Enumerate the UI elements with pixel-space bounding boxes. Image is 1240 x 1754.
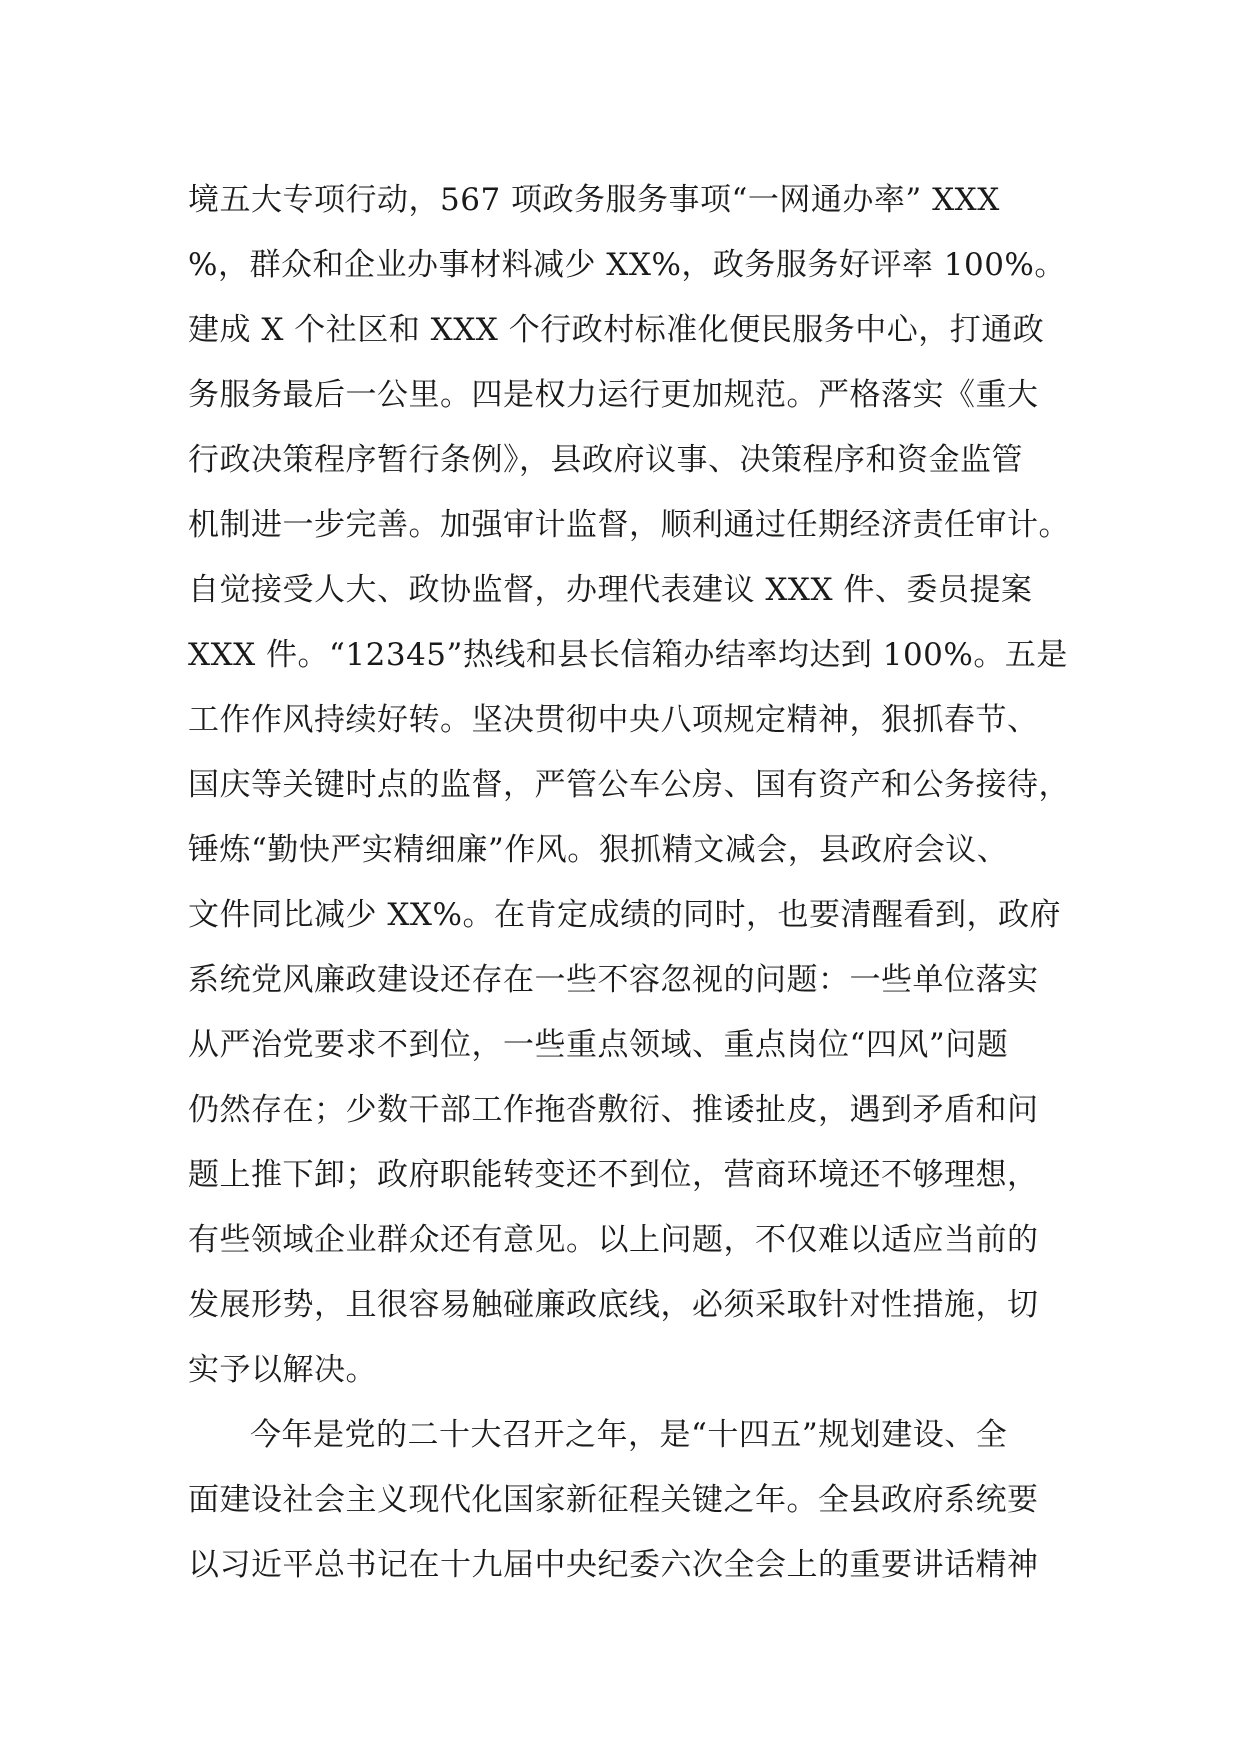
text-line: 自觉接受人大、政协监督，办理代表建议 XXX 件、委员提案 xyxy=(188,572,1033,608)
text-line: 文件同比减少 XX%。在肯定成绩的同时，也要清醒看到，政府 xyxy=(188,897,1061,933)
text-line: 行政决策程序暂行条例》，县政府议事、决策程序和资金监管 xyxy=(188,442,1023,478)
text-line: 发展形势，且很容易触碰廉政底线，必须采取针对性措施，切 xyxy=(188,1287,1039,1323)
paragraph-start-line: 今年是党的二十大召开之年，是“十四五”规划建设、全 xyxy=(250,1417,1008,1453)
text-line: 务服务最后一公里。四是权力运行更加规范。严格落实《重大 xyxy=(188,377,1039,413)
text-line: 国庆等关键时点的监督，严管公车公房、国有资产和公务接待， xyxy=(188,767,1070,803)
text-line: 有些领域企业群众还有意见。以上问题，不仅难以适应当前的 xyxy=(188,1222,1039,1258)
text-line: XXX 件。“12345”热线和县长信箱办结率均达到 100%。五是 xyxy=(188,637,1068,673)
text-line: 仍然存在；少数干部工作拖沓敷衍、推诿扯皮，遇到矛盾和问 xyxy=(188,1092,1039,1128)
text-line: 工作作风持续好转。坚决贯彻中央八项规定精神，狠抓春节、 xyxy=(188,702,1039,738)
text-line: %，群众和企业办事材料减少 XX%，政务服务好评率 100%。 xyxy=(188,247,1066,283)
text-line: 题上推下卸；政府职能转变还不到位，营商环境还不够理想， xyxy=(188,1157,1039,1193)
text-line: 以习近平总书记在十九届中央纪委六次全会上的重要讲话精神 xyxy=(188,1547,1039,1583)
text-line: 从严治党要求不到位，一些重点领域、重点岗位“四风”问题 xyxy=(188,1027,1009,1063)
text-line: 境五大专项行动，567 项政务服务事项“一网通办率” XXX xyxy=(188,182,1000,218)
body-text xyxy=(188,168,1088,1598)
text-line: 建成 X 个社区和 XXX 个行政村标准化便民服务中心，打通政 xyxy=(188,312,1045,348)
text-line: 面建设社会主义现代化国家新征程关键之年。全县政府系统要 xyxy=(188,1482,1039,1518)
text-line: 锤炼“勤快严实精细廉”作风。狠抓精文减会，县政府会议、 xyxy=(188,832,1009,868)
text-line: 实予以解决。 xyxy=(188,1352,377,1388)
text-line: 机制进一步完善。加强审计监督，顺利通过任期经济责任审计。 xyxy=(188,507,1070,543)
text-line: 系统党风廉政建设还存在一些不容忽视的问题：一些单位落实 xyxy=(188,962,1039,998)
